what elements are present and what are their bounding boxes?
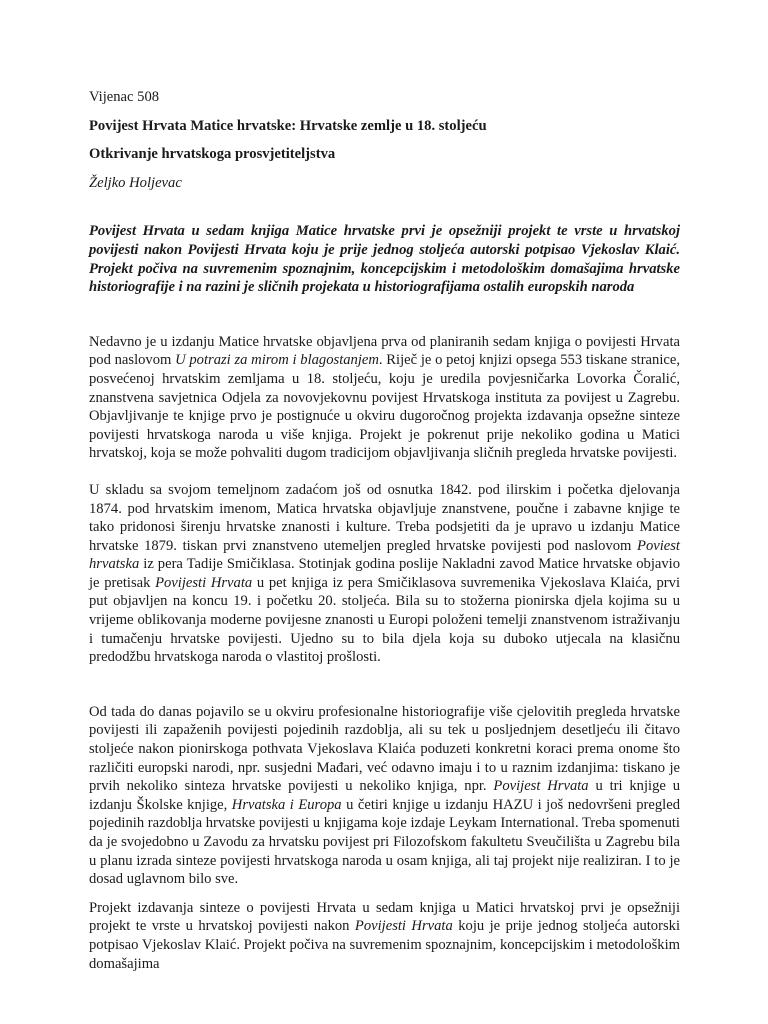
paragraph-2 <box>89 481 680 667</box>
paragraph-4 <box>89 899 680 973</box>
book-title: Poviest hrvatska <box>89 537 680 573</box>
paragraph-3 <box>89 703 680 889</box>
article-subtitle: Otkrivanje hrvatskoga prosvjetiteljstva <box>89 146 336 163</box>
paragraph-3-text: Od tada do danas pojavilo se u okviru profesionalne historiografije više cjelovitih pregleda hrvatske povijesti ili zapaženih povijesti pojedinih razdoblja, ali su tek u posljednjem desetljeću ili čitavo stoljeće nakon pionirskoga pothvata Vjekoslava Klaića poduzeti konkretni koraci prema onome što različiti europski narodi, npr. susjedni Mađari, već odavno imaju i to u raznim izdanjima: tiskano je prvih nekoliko sinteza hrvatske povijesti u nekoliko knjiga, npr. <box>89 703 680 795</box>
document-page <box>89 88 680 973</box>
book-title: Povijesti Hrvata <box>155 574 253 591</box>
paragraph-2-text: u pet knjiga iz pera Smičiklasova suvremenika Vjekoslava Klaića, prvi put objavljen na koncu 19. i početku 20. stoljeća. Bila su to stožerna pionirska djela kojima su u vrijeme oblikovanja moderne povijesne znanosti u Europi položeni temelji znanstvenom istraživanju i tumačenju hrvatske povijesti. Ujedno su to bila djela koja su duboko utjecala na klasičnu predodžbu hrvatskoga naroda o vlastitoj prošlosti. <box>89 574 681 666</box>
article-lead: Povijest Hrvata u sedam knjiga Matice hrvatske prvi je opsežniji projekt te vrste u hrvatskoj povijesti nakon Povijesti Hrvata koju je prije jednog stoljeća autorski potpisao Vjekoslav Klaić. Projekt počiva na suvremenim spoznajnim, koncepcijskim i metodološkim domašajima hrvatske historiografije i na razini je sličnih projekata u historiografijama ostalih europskih naroda <box>89 223 680 296</box>
paragraph-4-text: Projekt izdavanja sinteze o povijesti Hrvata u sedam knjiga u Matici hrvatskoj prvi je opsežniji projekt te vrste u hrvatskoj povijesti nakon <box>89 899 680 935</box>
article-author: Željko Holjevac <box>89 174 182 191</box>
issue-label: Vijenac 508 <box>89 89 160 105</box>
book-title: Povijest Hrvata <box>493 778 589 795</box>
paragraph-1-text: Nedavno je u izdanju Matice hrvatske objavljena prva od planiranih sedam knjiga o povijesti Hrvata pod naslovom <box>89 333 680 369</box>
paragraph-1 <box>89 333 680 463</box>
paragraph-2-text: U skladu sa svojom temeljnom zadaćom još od osnutka 1842. pod ilirskim i početka djelovanja 1874. pod hrvatskim imenom, Matica hrvatska objavljuje znanstvene, poučne i zabavne knjige te tako pridonosi širenju hrvatske znanosti i kulture. Treba podsjetiti da je upravo u izdanju Matice hrvatske 1879. tiskan prvi znanstveno utemeljen pregled hrvatske povijesti pod naslovom <box>89 481 680 554</box>
paragraph-4-text: koju je prije jednog stoljeća autorski potpisao Vjekoslav Klaić. Projekt počiva na suvremenim spoznajnim, koncepcijskim i metodološkim domašajima <box>89 918 680 972</box>
book-title: Hrvatska i Europa <box>231 796 342 813</box>
paragraph-2-text: iz pera Tadije Smičiklasa. Stotinjak godina poslije Nakladni zavod Matice hrvatske objavio je pretisak <box>89 556 680 591</box>
article-title: Povijest Hrvata Matice hrvatske: Hrvatske zemlje u 18. stoljeću <box>89 117 487 134</box>
book-title: U potrazi za mirom i blagostanjem <box>175 352 379 369</box>
book-title: Povijesti Hrvata <box>354 918 453 935</box>
paragraph-3-text: u četiri knjige u izdanju HAZU i još nedovršeni pregled pojedinih razdoblja hrvatske povijesti u knjigama koje izdaje Leykam International. Treba spomenuti da je svojedobno u Zavodu za hrvatsku povijest pri Filozofskom fakultetu Sveučilišta u Zagrebu bila u planu izrada sinteze povijesti hrvatskoga naroda u osam knjiga, ali taj projekt nije realiziran. I to je dosad uglavnom bilo sve. <box>89 796 680 888</box>
paragraph-1-text: . Riječ je o petoj knjizi opsega 553 tiskane stranice, posvećenoj hrvatskim zemljama u 18. stoljeću, koju je uredila povjesničarka Lovorka Čoralić, znanstvena savjetnica Odjela za novovjekovnu povijest Hrvatskoga instituta za povijest u Zagrebu. Objavljivanje te knjige prvo je postignuće u okviru dugoročnog projekta izdavanja opsežne sinteze povijesti hrvatskoga naroda u više knjiga. Projekt je pokrenut prije nekoliko godina u Matici hrvatskoj, koja se može pohvaliti dugom tradicijom objavljivanja sličnih pregleda hrvatske povijesti. <box>89 352 680 462</box>
paragraph-3-text: u tri knjige u izdanju Školske knjige, <box>89 778 680 813</box>
